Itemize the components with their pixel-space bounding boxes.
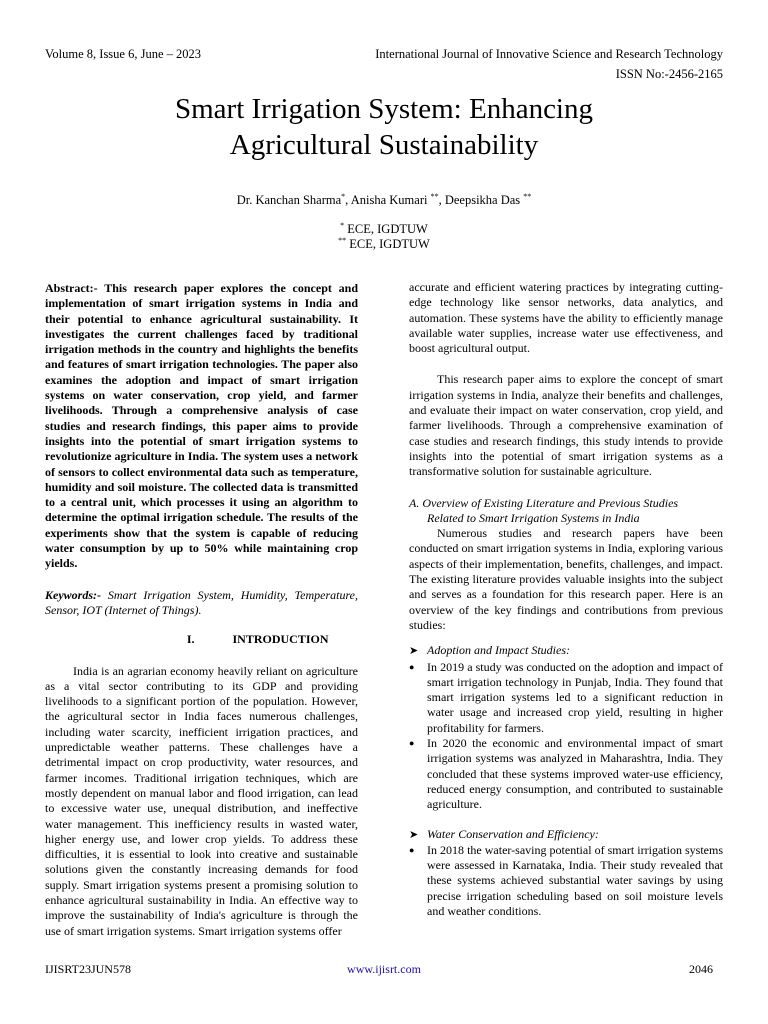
bullet-dot-icon: ●	[409, 738, 415, 749]
list-item	[409, 843, 723, 919]
list-item-text: In 2018 the water-saving potential of smart irrigation systems were assessed in Karnataka, India. Their study revealed that these systems achieved substantial water savings by using precise irrigation scheduling based on soil moisture levels and weather conditions.	[427, 842, 723, 918]
abstract-text: This research paper explores the concept and implementation of smart irrigation systems in India and their potential to enhance agricultural sustainability. It investigates the current challenges faced by traditional irrigation methods in the country and highlights the benefits and features of smart irrigation technologies. The paper also examines the adoption and impact of smart irrigation systems on water conservation, crop yield, and farmer livelihoods. Through a comprehensive analysis of case studies and research findings, this paper aims to provide insights into the potential of smart irrigation systems to revolutionize agriculture in India. The system uses a network of sensors to collect environmental data such as temperature, humidity and soil moisture. The collected data is transmitted to a central unit, which processes it using an algorithm to determine the optimal irrigation schedule. The results of the experiments show that the system is capable of reducing water consumption by up to 50% while maintaining crop yields.	[45, 281, 358, 571]
group-heading-adoption	[409, 643, 723, 659]
section-heading-introduction	[45, 632, 358, 647]
affiliation-2-text: ECE, IGDTUW	[346, 237, 430, 251]
author-2-mark: **	[430, 191, 439, 201]
affiliation-1	[0, 222, 768, 237]
paper-title-line2: Agricultural Sustainability	[229, 129, 539, 161]
arrow-bullet-icon: ➤	[409, 645, 419, 658]
subsection-heading	[409, 496, 723, 527]
page-number: 2046	[689, 962, 713, 976]
left-column	[45, 281, 358, 939]
author-3-mark: **	[523, 191, 532, 201]
list-item-text: In 2020 the economic and environmental impact of smart irrigation systems was analyzed in Maharashtra, India. They concluded that these systems improved water-use efficiency, reduced energy consumption, and contributed to sustainable agriculture.	[427, 736, 723, 812]
keywords-label: Keywords:-	[45, 587, 101, 602]
introduction-paragraph: India is an agrarian economy heavily reliant on agriculture as a vital sector contributing to its GDP and providing livelihoods to a significant portion of the population. However, the agricultural sector in India faces numerous challenges, including water scarcity, inefficient irrigation practices, and unpredictable weather patterns. These challenges have a detrimental impact on crop productivity, water resources, and farmer incomes. Traditional irrigation techniques, which are mostly dependent on manual labor and flood irrigation, can lead to excessive water use, unequal distribution, and ineffective water management. This inefficiency results in wasted water, higher energy use, and lower crop yields. To address these difficulties, it is essential to look into creative and sustainable solutions given the constantly increasing demands for food supply. Smart irrigation systems present a promising solution to enhance agricultural sustainability in India. An effective way to improve the sustainability of India's agriculture is through the use of smart irrigation systems. Smart irrigation systems offer	[45, 663, 358, 938]
section-title: INTRODUCTION	[232, 632, 329, 647]
group-heading-water-text: Water Conservation and Efficiency:	[427, 826, 599, 841]
author-1-mark: *	[341, 191, 346, 201]
continuation-paragraph: accurate and efficient watering practices by integrating cutting-edge technology like sensor networks, data analytics, and automation. These systems have the ability to efficiently manage available water supplies, increase water use effectiveness, and boost agricultural output.	[409, 280, 723, 356]
journal-name: International Journal of Innovative Science and Research Technology	[375, 47, 723, 61]
volume-issue: Volume 8, Issue 6, June – 2023	[45, 47, 202, 61]
section-number: I.	[186, 632, 195, 647]
group-heading-water	[409, 827, 723, 843]
keywords	[45, 588, 358, 619]
bullet-dot-icon: ●	[409, 661, 415, 672]
group-heading-adoption-text: Adoption and Impact Studies:	[427, 643, 570, 658]
subsection-heading-line1: A. Overview of Existing Literature and Previous Studies	[409, 495, 679, 510]
right-column	[409, 280, 723, 919]
list-item-text: In 2019 a study was conducted on the adoption and impact of smart irrigation technology in Punjab, India. They found that smart irrigation systems led to a significant reduction in water usage and increased crop yield, resulting in higher profitability for farmers.	[427, 659, 723, 735]
author-2: , Anisha Kumari	[345, 193, 431, 207]
arrow-bullet-icon: ➤	[409, 828, 419, 841]
affiliation-2-mark: **	[338, 235, 347, 245]
list-item	[409, 660, 723, 736]
list-item	[409, 736, 723, 812]
journal-url-link[interactable]: www.ijisrt.com	[347, 962, 421, 976]
paper-id: IJISRT23JUN578	[45, 962, 131, 976]
affiliation-2	[0, 237, 768, 252]
affiliation-1-text: ECE, IGDTUW	[344, 222, 428, 236]
overview-paragraph: Numerous studies and research papers have been conducted on smart irrigation systems in India, exploring various aspects of their implementation, benefits, challenges, and impact. The existing literature provides valuable insights into the subject and serves as a foundation for this research paper. Here is an overview of the key findings and contributions from previous studies:	[409, 526, 723, 632]
abstract	[45, 281, 358, 572]
keywords-text: Smart Irrigation System, Humidity, Temperature, Sensor, IOT (Internet of Things).	[45, 587, 358, 617]
paper-title-line1: Smart Irrigation System: Enhancing	[174, 93, 593, 125]
paper-title	[60, 91, 708, 163]
author-list	[0, 193, 768, 208]
issn-number: ISSN No:-2456-2165	[615, 67, 723, 81]
aim-paragraph: This research paper aims to explore the concept of smart irrigation systems in India, analyze their benefits and challenges, and evaluate their impact on water conservation, crop yield, and farmer livelihoods. Through a comprehensive examination of case studies and research findings, this study intends to provide insights into the potential of smart irrigation systems as a transformative solution for sustainable agriculture.	[409, 372, 723, 479]
subsection-heading-line2: Related to Smart Irrigation Systems in India	[427, 510, 640, 525]
affiliation-1-mark: *	[340, 220, 345, 230]
author-1: Dr. Kanchan Sharma	[236, 193, 342, 207]
abstract-label: Abstract:-	[45, 281, 98, 295]
author-3: , Deepsikha Das	[438, 193, 524, 207]
bullet-dot-icon: ●	[409, 844, 415, 855]
